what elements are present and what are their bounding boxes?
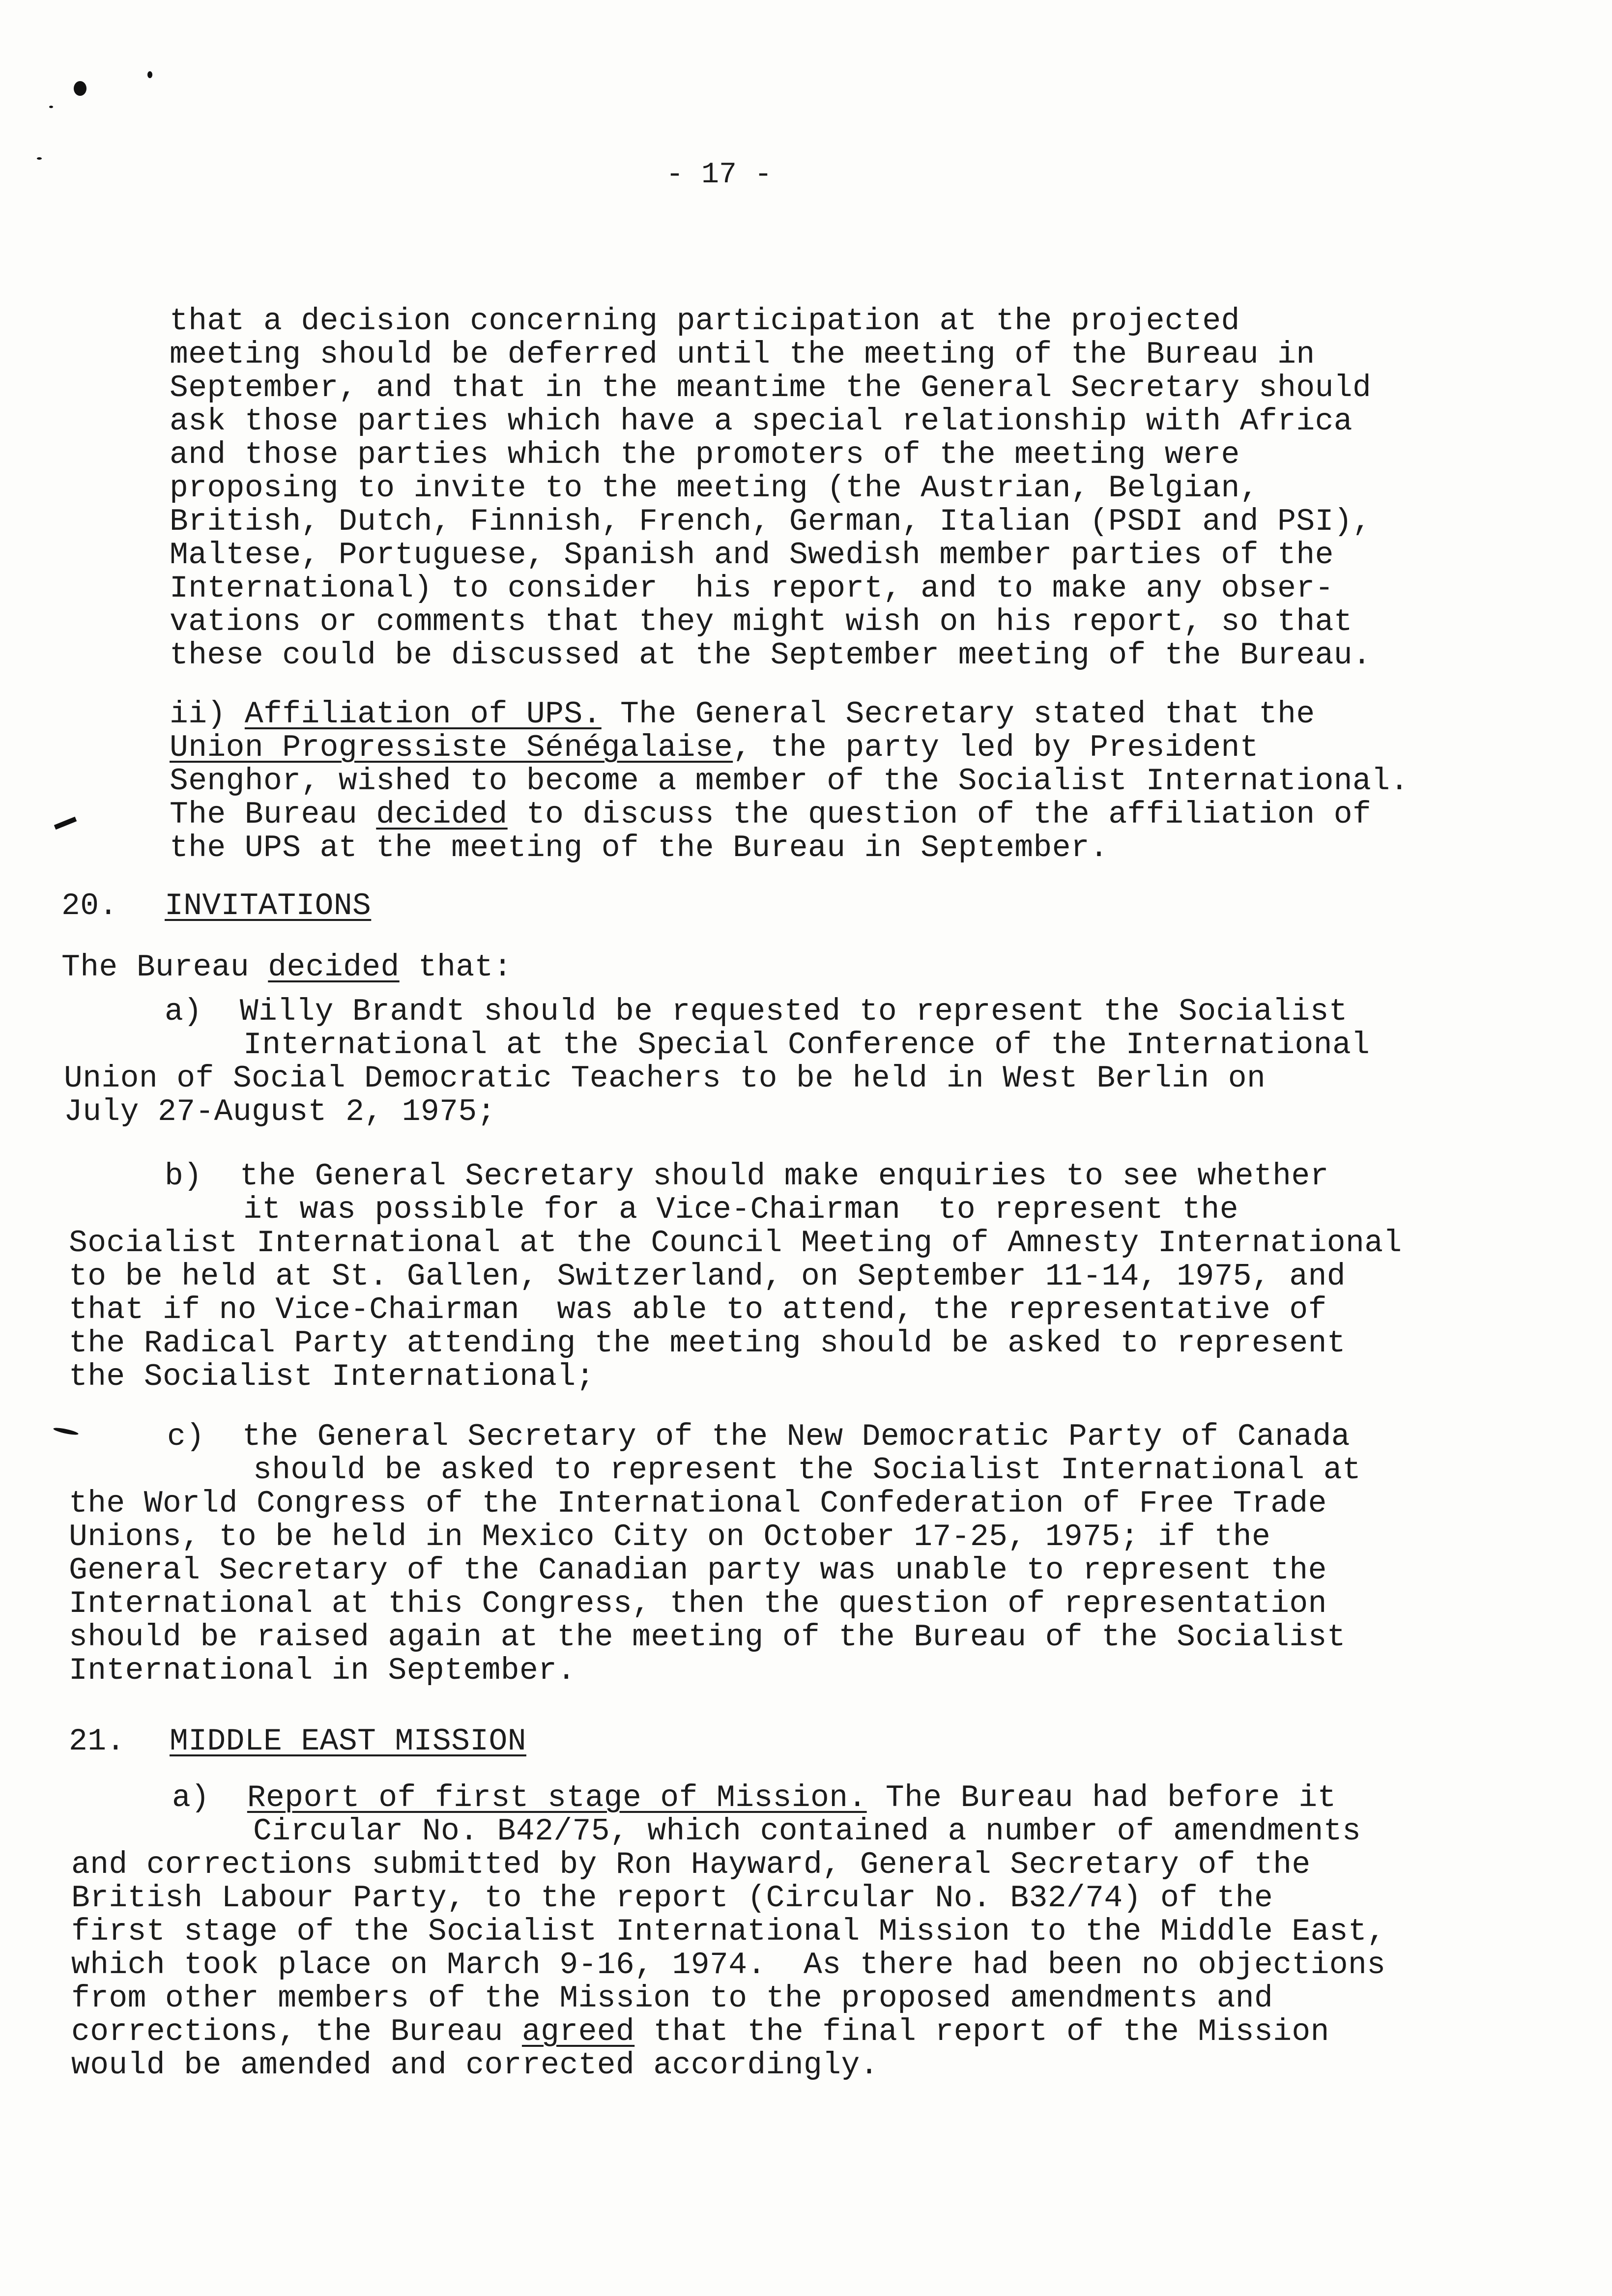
page-number: - 17 -: [666, 158, 773, 192]
section-number: 20.: [61, 889, 118, 923]
decided-word: decided: [268, 950, 400, 985]
body-line: proposing to invite to the meeting (the Austrian, Belgian,: [170, 471, 1259, 506]
body-line: the World Congress of the International Confederation of Free Trade: [69, 1486, 1327, 1521]
body-line: first stage of the Socialist International Mission to the Middle East,: [71, 1914, 1386, 1949]
body-text: to discuss the question of the affiliation of: [507, 797, 1372, 832]
body-line: International at the Special Conference of the International: [243, 1028, 1370, 1062]
body-line: British, Dutch, Finnish, French, German, Italian (PSDI and PSI),: [170, 504, 1372, 539]
body-line: International in September.: [69, 1653, 576, 1688]
body-line: Senghor, wished to become a member of the Socialist International.: [170, 764, 1409, 799]
body-line: Union of Social Democratic Teachers to be held in West Berlin on: [64, 1061, 1266, 1096]
margin-mark: [53, 1427, 79, 1436]
body-text: corrections, the Bureau: [71, 2014, 522, 2049]
body-line: and those parties which the promoters of the meeting were: [170, 437, 1240, 472]
scan-dot: [147, 71, 152, 78]
body-line: July 27-August 2, 1975;: [64, 1094, 496, 1129]
body-text: The General Secretary stated that the: [601, 697, 1315, 732]
body-text: The Bureau: [61, 950, 268, 985]
body-line: ask those parties which have a special relationship with Africa: [170, 404, 1353, 439]
affiliation-heading: Affiliation of UPS.: [244, 697, 602, 732]
body-line: Unions, to be held in Mexico City on October 17-25, 1975; if the: [69, 1520, 1271, 1554]
scan-dot: [74, 81, 86, 96]
body-line: that a decision concerning participation at the projected: [170, 304, 1240, 339]
body-text: The Bureau: [170, 797, 376, 832]
body-line: Socialist International at the Council Meeting of Amnesty International: [69, 1226, 1402, 1261]
mission-item-a-line-last: [71, 2015, 1329, 2049]
list-item-a: a) Willy Brandt should be requested to represent the Socialist: [165, 994, 1348, 1029]
body-line: International at this Congress, then the question of representation: [69, 1586, 1327, 1621]
body-line: British Labour Party, to the report (Circular No. B32/74) of the: [71, 1881, 1273, 1916]
section-number: 21.: [69, 1724, 125, 1759]
mission-item-a-line-1: [172, 1781, 1336, 1815]
body-line: which took place on March 9-16, 1974. As there had been no objections: [71, 1948, 1386, 1982]
body-line: the Socialist International;: [69, 1359, 595, 1394]
item-label: a): [172, 1780, 210, 1815]
body-line: the UPS at the meeting of the Bureau in September.: [170, 831, 1109, 865]
body-line: Circular No. B42/75, which contained a number of amendments: [253, 1814, 1361, 1849]
report-heading: Report of first stage of Mission.: [247, 1780, 867, 1815]
body-text: , the party led by President: [733, 730, 1259, 765]
body-line: Maltese, Portuguese, Spanish and Swedish member parties of the: [170, 538, 1334, 573]
affiliation-paragraph-line-2: [170, 731, 1259, 765]
body-line: that if no Vice-Chairman was able to attend, the representative of: [69, 1292, 1327, 1327]
body-line: the Radical Party attending the meeting should be asked to represent: [69, 1326, 1346, 1361]
body-text: that the final report of the Mission: [634, 2014, 1329, 2049]
body-line: these could be discussed at the September meeting of the Bureau.: [170, 638, 1372, 673]
list-item-c: c) the General Secretary of the New Democratic Party of Canada: [167, 1419, 1350, 1454]
body-line: should be asked to represent the Socialist International at: [253, 1453, 1361, 1488]
body-line: September, and that in the meantime the General Secretary should: [170, 371, 1372, 405]
section-title: MIDDLE EAST MISSION: [170, 1724, 526, 1759]
margin-mark: [54, 817, 77, 830]
body-line: International) to consider his report, and to make any obser-: [170, 571, 1334, 606]
body-line: it was possible for a Vice-Chairman to represent the: [243, 1192, 1238, 1227]
body-text: The Bureau had before it: [866, 1780, 1336, 1815]
scan-dot: [49, 106, 53, 108]
section-title: INVITATIONS: [165, 889, 372, 923]
section-intro: [61, 951, 512, 984]
body-line: and corrections submitted by Ron Hayward, General Secretary of the: [71, 1847, 1311, 1882]
agreed-word: agreed: [521, 2014, 635, 2049]
affiliation-paragraph-line-1: [170, 698, 1315, 731]
body-line: vations or comments that they might wish on his report, so that: [170, 604, 1353, 639]
decided-word: decided: [376, 797, 508, 832]
affiliation-paragraph-line-4: [170, 798, 1371, 832]
body-line: meeting should be deferred until the meeting of the Bureau in: [170, 337, 1315, 372]
body-line: should be raised again at the meeting of the Bureau of the Socialist: [69, 1620, 1346, 1655]
body-line: to be held at St. Gallen, Switzerland, on September 11-14, 1975, and: [69, 1259, 1346, 1294]
body-line: from other members of the Mission to the proposed amendments and: [71, 1981, 1273, 2016]
party-name: Union Progressiste Sénégalaise: [170, 730, 733, 765]
item-label: ii): [170, 697, 226, 732]
body-text: that:: [399, 950, 512, 985]
body-line: General Secretary of the Canadian party was unable to represent the: [69, 1553, 1327, 1588]
list-item-b: b) the General Secretary should make enquiries to see whether: [165, 1159, 1329, 1194]
body-line: would be amended and corrected accordingly.: [71, 2048, 879, 2083]
scan-dot: [37, 157, 42, 160]
